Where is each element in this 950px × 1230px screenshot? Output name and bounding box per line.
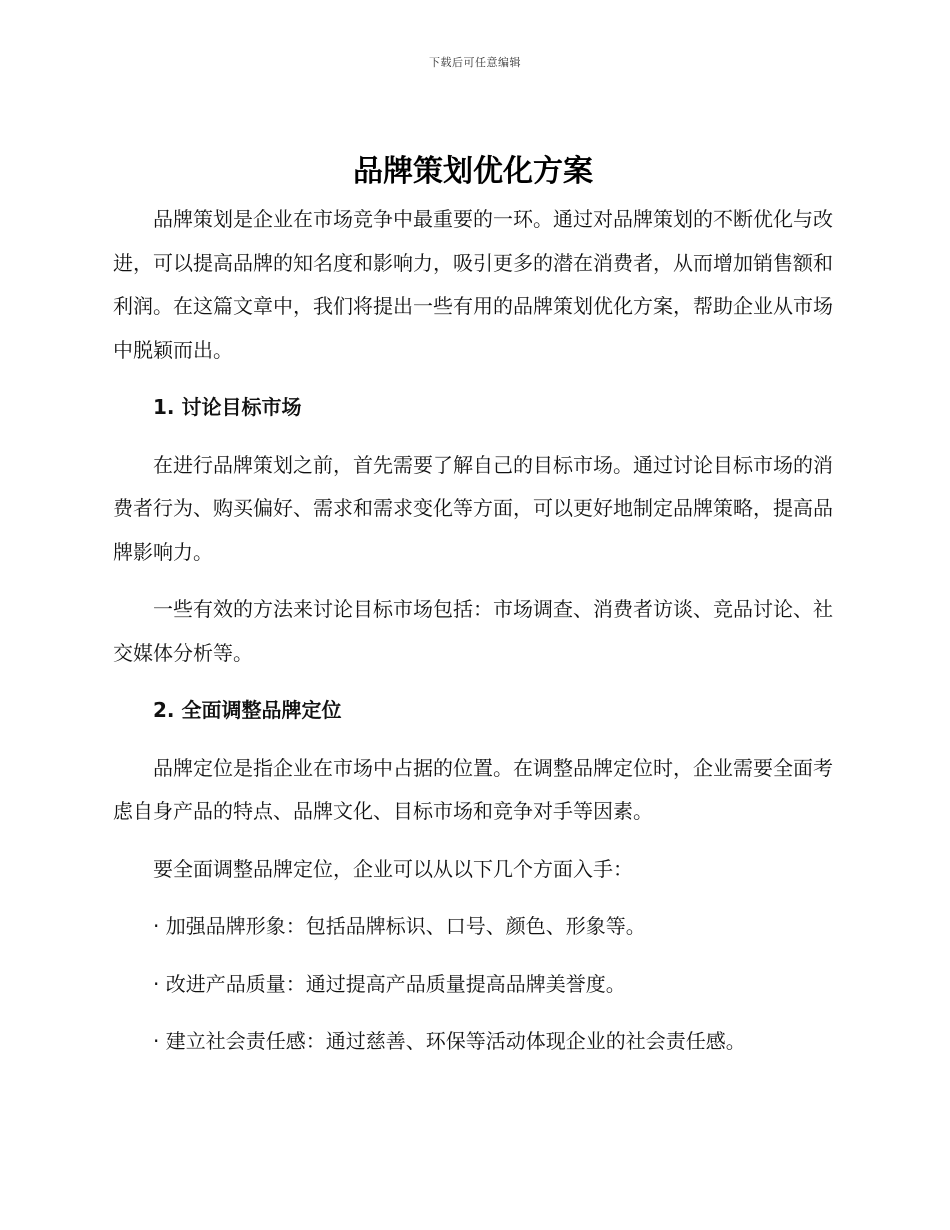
page-header-note: 下载后可任意编辑 [429, 56, 521, 69]
section-2-heading: 2. 全面调整品牌定位 [153, 698, 342, 722]
intro-paragraph: 品牌策划是企业在市场竞争中最重要的一环。通过对品牌策划的不断优化与改进，可以提高品牌的知名度和影响力，吸引更多的潜在消费者，从而增加销售额和利润。在这篇文章中，我们将提出一些有用的品牌策划优化方案，帮助企业从市场中脱颖而出。 [113, 207, 833, 362]
document-body [113, 150, 833, 1064]
document-title: 品牌策划优化方案 [353, 154, 593, 189]
section-1-paragraph-1: 在进行品牌策划之前，首先需要了解自己的目标市场。通过讨论目标市场的消费者行为、购买偏好、需求和需求变化等方面，可以更好地制定品牌策略，提高品牌影响力。 [113, 452, 833, 564]
section-2-bullet-1: · 加强品牌形象：包括品牌标识、口号、颜色、形象等。 [153, 914, 646, 938]
section-1-paragraph-2: 一些有效的方法来讨论目标市场包括：市场调查、消费者访谈、竞品讨论、社交媒体分析等。 [113, 597, 833, 665]
section-1-heading: 1. 讨论目标市场 [153, 395, 302, 419]
section-2-bullet-3: · 建立社会责任感：通过慈善、环保等活动体现企业的社会责任感。 [153, 1029, 746, 1053]
section-2-bullet-2: · 改进产品质量：通过提高产品质量提高品牌美誉度。 [153, 971, 626, 996]
section-2-paragraph-2: 要全面调整品牌定位，企业可以从以下几个方面入手： [153, 856, 633, 881]
section-2-paragraph-1: 品牌定位是指企业在市场中占据的位置。在调整品牌定位时，企业需要全面考虑自身产品的特点、品牌文化、目标市场和竞争对手等因素。 [113, 755, 833, 823]
